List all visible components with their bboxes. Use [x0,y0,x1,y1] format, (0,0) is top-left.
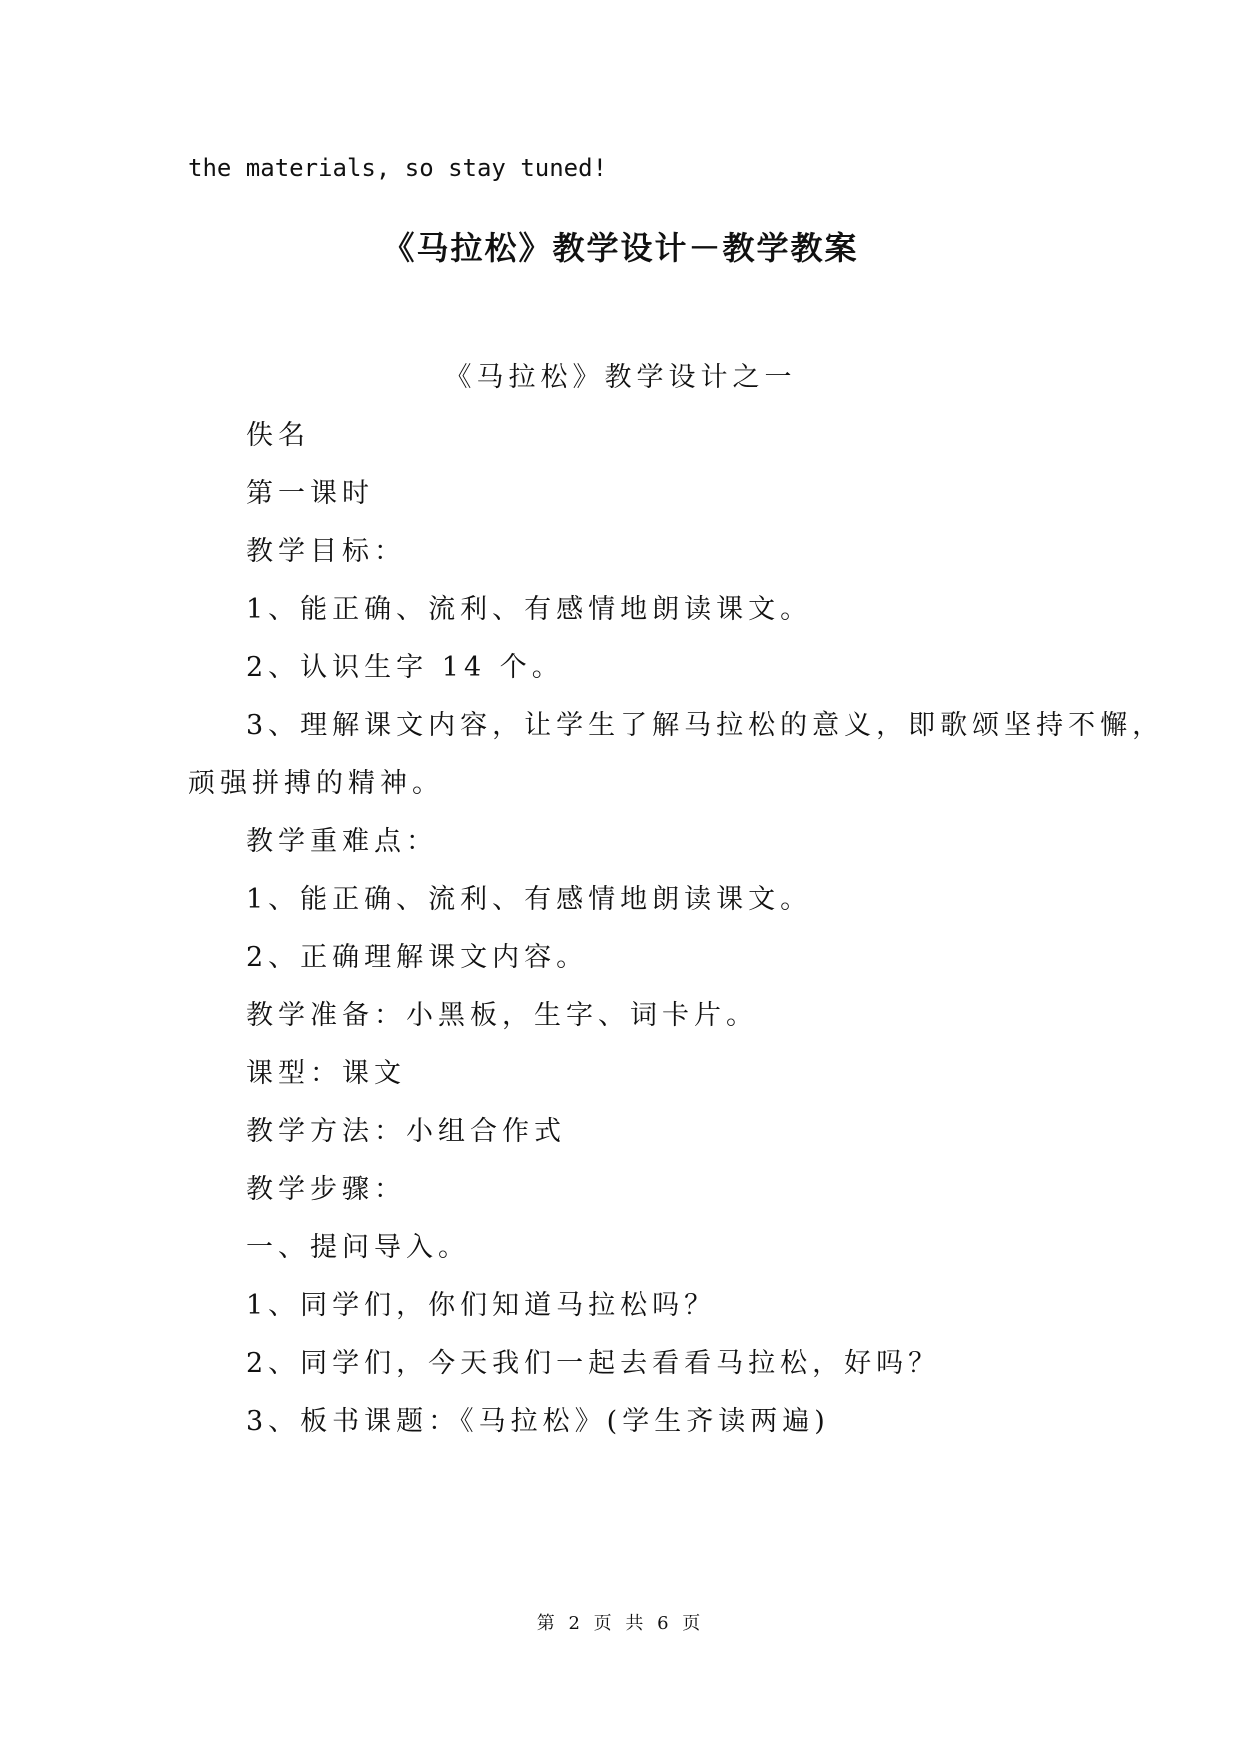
section-subtitle: 《马拉松》教学设计之一 [444,362,797,393]
intro-text: the materials, so stay tuned! [188,154,608,182]
objective-item: 1、能正确、流利、有感情地朗读课文。 [246,594,813,625]
objectives-heading: 教学目标： [246,536,406,567]
key-point-item: 2、正确理解课文内容。 [246,942,589,973]
author-line: 佚名 [246,420,310,451]
objective-item: 3、理解课文内容，让学生了解马拉松的意义，即歌颂坚持不懈， [246,710,1165,741]
step-item: 1、同学们，你们知道马拉松吗？ [246,1290,717,1321]
step-item: 2、同学们，今天我们一起去看看马拉松，好吗？ [246,1348,941,1379]
key-point-item: 1、能正确、流利、有感情地朗读课文。 [246,884,813,915]
page-footer: 第 2 页 共 6 页 [536,1613,705,1634]
steps-heading: 教学步骤： [246,1174,406,1205]
preparation-line: 教学准备：小黑板，生字、词卡片。 [246,1000,758,1031]
document-title: 《马拉松》教学设计－教学教案 [382,229,859,267]
key-points-heading: 教学重难点： [246,826,438,857]
objective-item: 2、认识生字 14 个。 [246,652,564,683]
lesson-type-line: 课型：课文 [246,1058,406,1089]
objective-item-continued: 顽强拼搏的精神。 [188,768,444,799]
method-line: 教学方法：小组合作式 [246,1116,566,1147]
step-one-heading: 一、提问导入。 [246,1232,470,1263]
step-item: 3、板书课题：《马拉松》(学生齐读两遍) [246,1406,830,1437]
lesson-period: 第一课时 [246,478,374,509]
